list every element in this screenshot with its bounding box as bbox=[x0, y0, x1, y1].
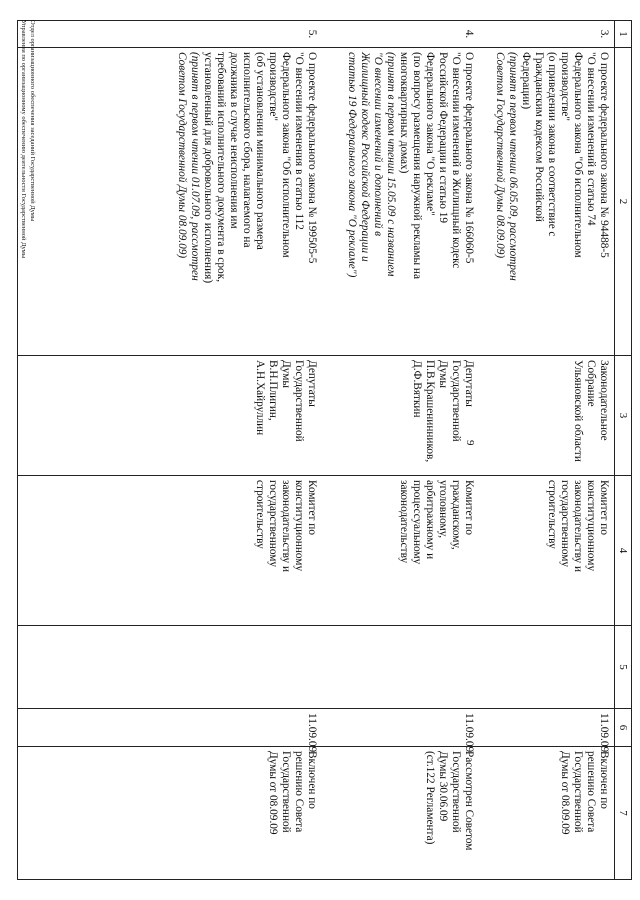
committee-line: законодательству bbox=[398, 480, 410, 564]
bill-text-line: многоквартирных домах) bbox=[398, 52, 410, 174]
bill-text-line: Гражданским кодексом Российской bbox=[533, 52, 545, 222]
bill-status-note: Жилищный кодекс Российской Федерации и bbox=[359, 52, 371, 262]
committee-line: государственному bbox=[267, 480, 279, 568]
table-header-row bbox=[615, 21, 632, 880]
date-cell: 11.09.09 bbox=[479, 709, 615, 747]
header-col-3: 3 bbox=[615, 356, 632, 476]
decision-line: Думы 30.06.09 bbox=[437, 751, 449, 822]
decision-note bbox=[18, 747, 323, 880]
bill-text-line: (об установлении минимального размера bbox=[254, 52, 266, 250]
bill-text-line: "О внесении изменений в Жилищный кодекс bbox=[450, 52, 462, 269]
bill-status-note: (принят в первом чтении 15.05.09 с названием bbox=[385, 52, 397, 277]
decision-note bbox=[479, 747, 615, 880]
legislation-table bbox=[17, 20, 632, 880]
bill-text-line: О проекте федерального закона № 94488-5 bbox=[598, 52, 610, 258]
initiator-line: А.Н.Хайруллин bbox=[254, 360, 266, 436]
committee-line: конституционному bbox=[293, 480, 305, 572]
row-number: 3. bbox=[479, 21, 615, 48]
responsible-committee bbox=[18, 476, 323, 626]
bill-text-line: Федерального закона "Об исполнительном bbox=[280, 52, 292, 258]
decision-line: Думы от 08.09.09 bbox=[267, 751, 279, 835]
committee-line: строительству bbox=[546, 480, 558, 549]
decision-line: Думы от 08.09.09 bbox=[559, 751, 571, 835]
decision-line: Государственной bbox=[280, 751, 292, 833]
committee-line: законодательству и bbox=[572, 480, 584, 573]
decision-note bbox=[322, 747, 479, 880]
committee-line: арбитражному и bbox=[424, 480, 436, 560]
committee-line: строительству bbox=[254, 480, 266, 549]
initiator bbox=[18, 356, 323, 476]
committee-line: Комитет по bbox=[598, 480, 610, 536]
header-col-4: 4 bbox=[615, 476, 632, 626]
responsible-committee bbox=[322, 476, 479, 626]
committee-line: процессуальному bbox=[411, 480, 423, 565]
committee-line: Комитет по bbox=[463, 480, 475, 536]
date-cell: 11.09.09 bbox=[322, 709, 479, 747]
table-row bbox=[479, 21, 615, 880]
initiator-line: П.В.Крашенинников, bbox=[424, 360, 436, 463]
bill-text-line: (по вопросу размещения наружной рекламы на bbox=[411, 52, 423, 279]
header-col-7: 7 bbox=[615, 747, 632, 880]
bill-text-line: должника в случае неисполнения им bbox=[228, 52, 240, 229]
bill-text-line: производстве" bbox=[559, 52, 571, 122]
initiator-line: Государственной bbox=[450, 360, 462, 442]
bill-status-note: статью 19 Федерального закона "О рекламе") bbox=[346, 52, 358, 278]
date-cell: 11.09.09 bbox=[18, 709, 323, 747]
initiator-line: Депутаты bbox=[306, 360, 318, 407]
bill-text-line: исполнительского сбора, налагаемого на bbox=[241, 52, 253, 248]
initiator-line: Д.Ф.Вяткин bbox=[411, 360, 423, 418]
initiator bbox=[479, 356, 615, 476]
footer-directorate: Управления по организационному обеспечению деятельности Государственной Думы bbox=[20, 20, 27, 259]
bill-description bbox=[322, 48, 479, 356]
bill-text-line: требований исполнительного документа в срок, bbox=[215, 52, 227, 283]
row-number: 4. bbox=[322, 21, 479, 48]
initiator-line: Думы bbox=[280, 360, 292, 388]
initiator-line: Собрание bbox=[585, 360, 597, 407]
bill-status-note: (принят в первом чтении 01.07.09, рассмотрен bbox=[189, 52, 201, 281]
col5-cell bbox=[18, 626, 323, 709]
bill-description bbox=[18, 48, 323, 356]
decision-line: Государственной bbox=[450, 751, 462, 833]
decision-line: (ст.122 Регламента) bbox=[424, 751, 436, 845]
table-row bbox=[322, 21, 479, 880]
bill-text-line: Российской Федерации и статью 19 bbox=[437, 52, 449, 224]
committee-line: уголовному, bbox=[437, 480, 449, 539]
decision-line: решению Совета bbox=[585, 751, 597, 833]
bill-text-line: Федерального закона "О рекламе" bbox=[424, 52, 436, 216]
bill-text-line: "О внесении изменений в статью 74 bbox=[585, 52, 597, 226]
bill-text-line: производстве" bbox=[267, 52, 279, 122]
footer-department: Отдел организационного обеспечения заседаний Государственной Думы bbox=[29, 20, 36, 222]
committee-line: Комитет по bbox=[306, 480, 318, 536]
bill-text-line: "О внесении изменения в статью 112 bbox=[293, 52, 305, 230]
bill-text-line: О проекте федерального закона № 166060-5 bbox=[463, 52, 475, 264]
row-number: 5. bbox=[18, 21, 323, 48]
initiator-line: Государственной bbox=[293, 360, 305, 442]
header-col-6: 6 bbox=[615, 709, 632, 747]
initiator-line: Думы bbox=[437, 360, 449, 388]
initiator-line: Законодательное bbox=[598, 360, 610, 441]
decision-line: Рассмотрен Советом bbox=[463, 751, 475, 851]
responsible-committee bbox=[479, 476, 615, 626]
initiator-line: В.Н.Плигин, bbox=[267, 360, 279, 421]
initiator bbox=[322, 356, 479, 476]
bill-text-line: установленный для добровольного исполнения) bbox=[202, 52, 214, 284]
bill-status-note: Советом Государственной Думы 08.09.09) bbox=[494, 52, 506, 259]
col5-cell bbox=[479, 626, 615, 709]
header-col-2: 2 bbox=[615, 48, 632, 356]
bill-status-note: Советом Государственной Думы 08.09.09) bbox=[176, 52, 188, 259]
header-col-1: 1 bbox=[615, 21, 632, 48]
committee-line: законодательству и bbox=[280, 480, 292, 573]
col5-cell bbox=[322, 626, 479, 709]
bill-description bbox=[479, 48, 615, 356]
initiator-line: Ульяновской области bbox=[572, 360, 584, 462]
header-col-5: 5 bbox=[615, 626, 632, 709]
table-row bbox=[18, 21, 323, 880]
bill-status-note: "О внесении изменений и дополнений в bbox=[372, 52, 384, 237]
committee-line: гражданскому, bbox=[450, 480, 462, 550]
initiator-line: Депутаты bbox=[463, 360, 475, 407]
bill-text-line: О проекте федерального закона № 199505-5 bbox=[306, 52, 318, 264]
page-number: 9 bbox=[464, 440, 476, 446]
decision-line: Государственной bbox=[572, 751, 584, 833]
bill-text-line: (о приведении закона в соответствие с bbox=[546, 52, 558, 237]
bill-text-line: Федерации) bbox=[520, 52, 532, 110]
decision-line: Включен по bbox=[306, 751, 318, 809]
committee-line: государственному bbox=[559, 480, 571, 568]
bill-status-note: (принят в первом чтении 06.05.09, рассмотрен bbox=[507, 52, 519, 281]
decision-line: Включен по bbox=[598, 751, 610, 809]
committee-line: конституционному bbox=[585, 480, 597, 572]
bill-text-line: Федерального закона "Об исполнительном bbox=[572, 52, 584, 258]
decision-line: решению Совета bbox=[293, 751, 305, 833]
